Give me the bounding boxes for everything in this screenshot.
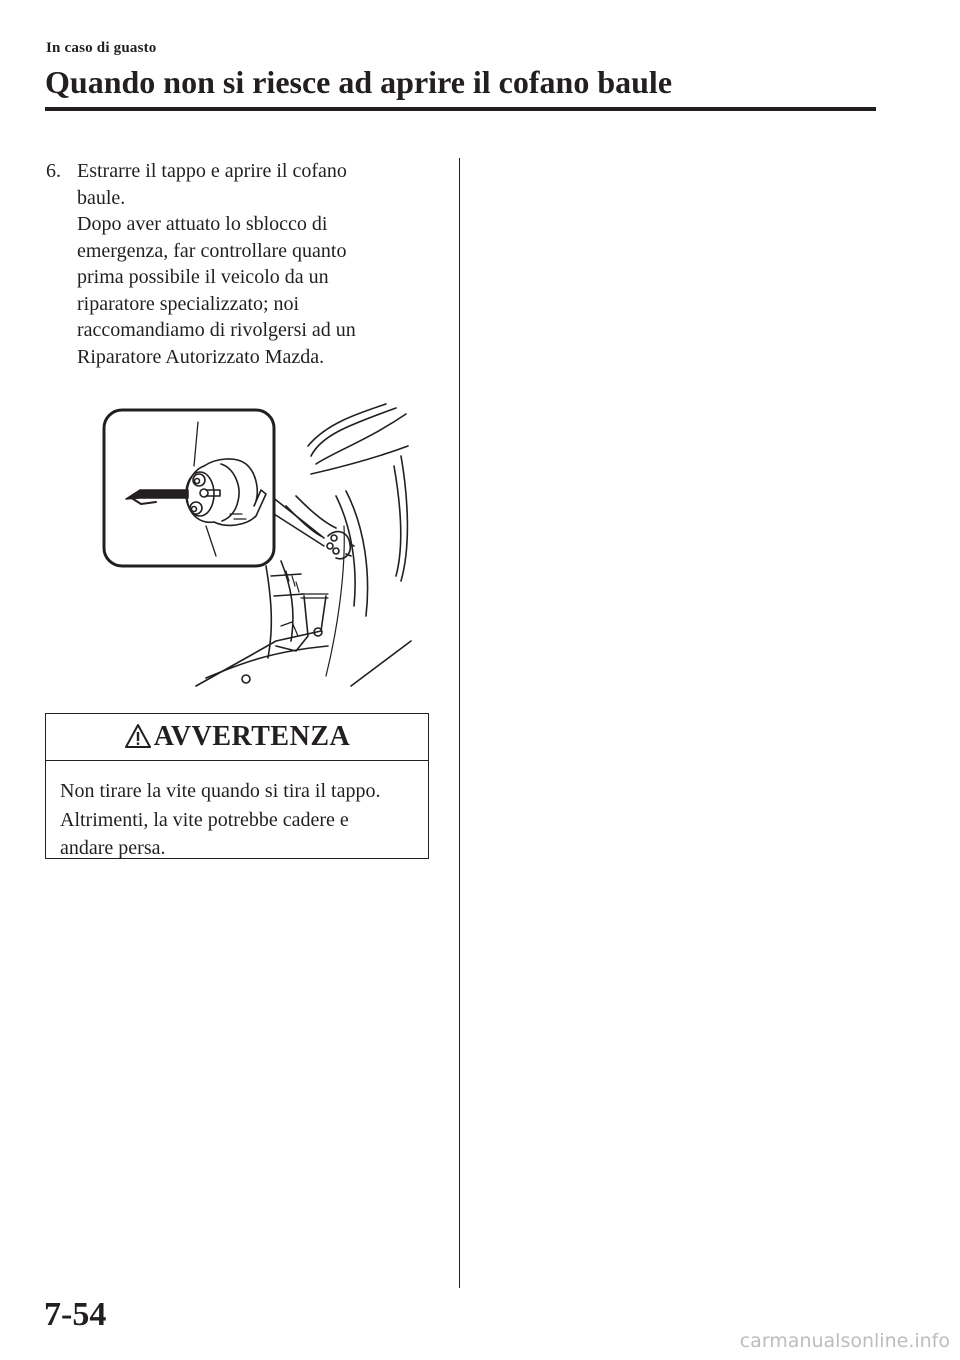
step-line: raccomandiamo di rivolgersi ad un <box>77 319 356 341</box>
step-line: Dopo aver attuato lo sblocco di <box>77 213 328 235</box>
column-divider <box>459 158 460 1288</box>
step-line: Riparatore Autorizzato Mazda. <box>77 345 325 368</box>
step-line: riparatore specializzato; noi <box>77 292 300 315</box>
step-line: emergenza, far controllare quanto <box>77 239 347 262</box>
trunk-release-illustration <box>96 396 416 696</box>
warning-header <box>46 714 428 761</box>
step-line: Estrarre il tappo e aprire il cofano <box>77 160 347 182</box>
step-text <box>77 158 426 370</box>
title-rule <box>45 107 876 111</box>
warning-line: Altrimenti, la vite potrebbe cadere e <box>60 808 349 831</box>
warning-text <box>46 761 428 863</box>
step-line: prima possibile il veicolo da un <box>77 266 329 288</box>
watermark: carmanualsonline.info <box>739 1330 950 1352</box>
page-number: 7-54 <box>44 1296 107 1333</box>
step-line: baule. <box>77 186 126 209</box>
page-title: Quando non si riesce ad aprire il cofano baule <box>45 64 673 100</box>
warning-line: Non tirare la vite quando si tira il tappo. <box>60 780 381 802</box>
warning-box <box>45 713 429 859</box>
warning-line: andare persa. <box>60 837 166 859</box>
step-number: 6. <box>46 160 61 182</box>
warning-title: AVVERTENZA <box>153 721 351 752</box>
warning-triangle-icon <box>124 723 152 749</box>
section-label: In caso di guasto <box>46 40 157 56</box>
instruction-step <box>46 158 426 370</box>
